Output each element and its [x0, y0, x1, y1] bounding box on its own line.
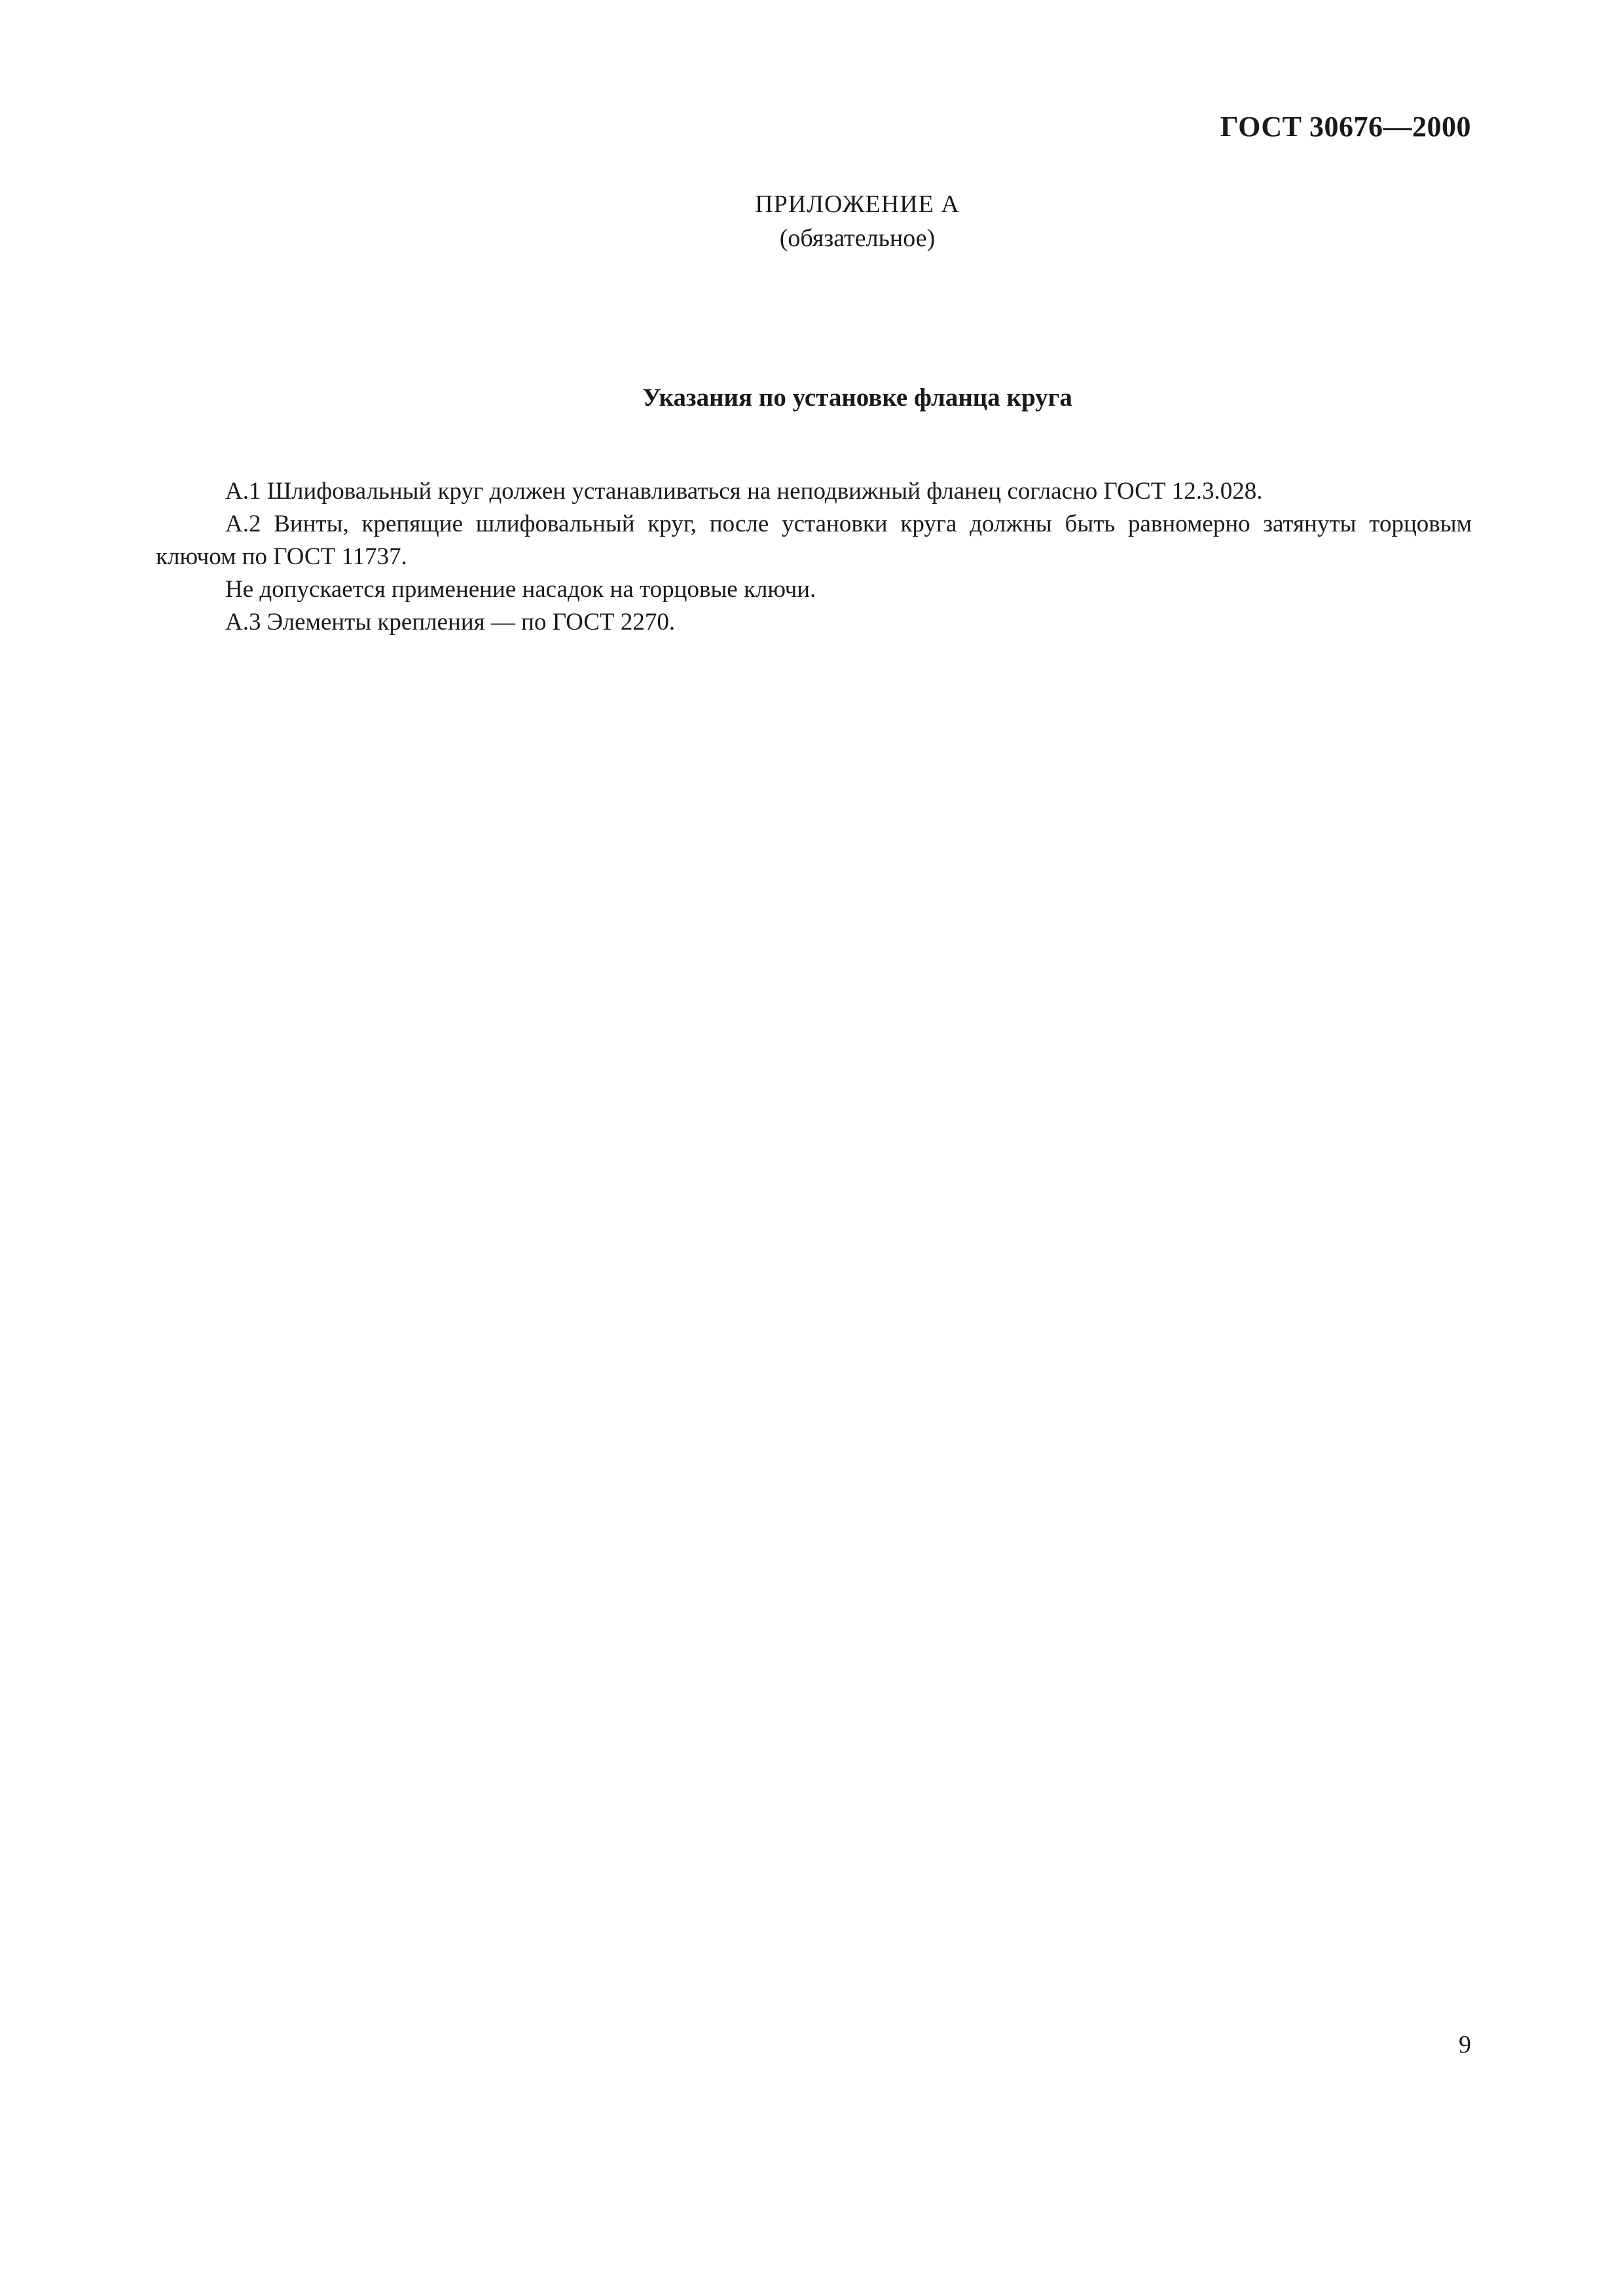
appendix-status: (обязательное) — [779, 224, 936, 252]
paragraph-a3: А.3 Элементы крепления — по ГОСТ 2270. — [225, 609, 676, 636]
section-heading: Указания по установке фланца круга — [642, 384, 1072, 412]
document-code: ГОСТ 30676—2000 — [1220, 111, 1471, 143]
page-number: 9 — [1459, 2031, 1471, 2058]
body-text — [156, 475, 1472, 639]
appendix-title: ПРИЛОЖЕНИЕ А — [755, 190, 960, 218]
paragraph-a2: А.2 Винты, крепящие шлифовальный круг, после установки круга должны быть равномерно затянуты торцовым ключом по ГОСТ 11737. — [156, 511, 1472, 570]
paragraph-note: Не допускается применение насадок на торцовые ключи. — [225, 576, 816, 603]
paragraph-a1: А.1 Шлифовальный круг должен устанавливаться на неподвижный фланец согласно ГОСТ 12.3.028. — [225, 478, 1263, 505]
